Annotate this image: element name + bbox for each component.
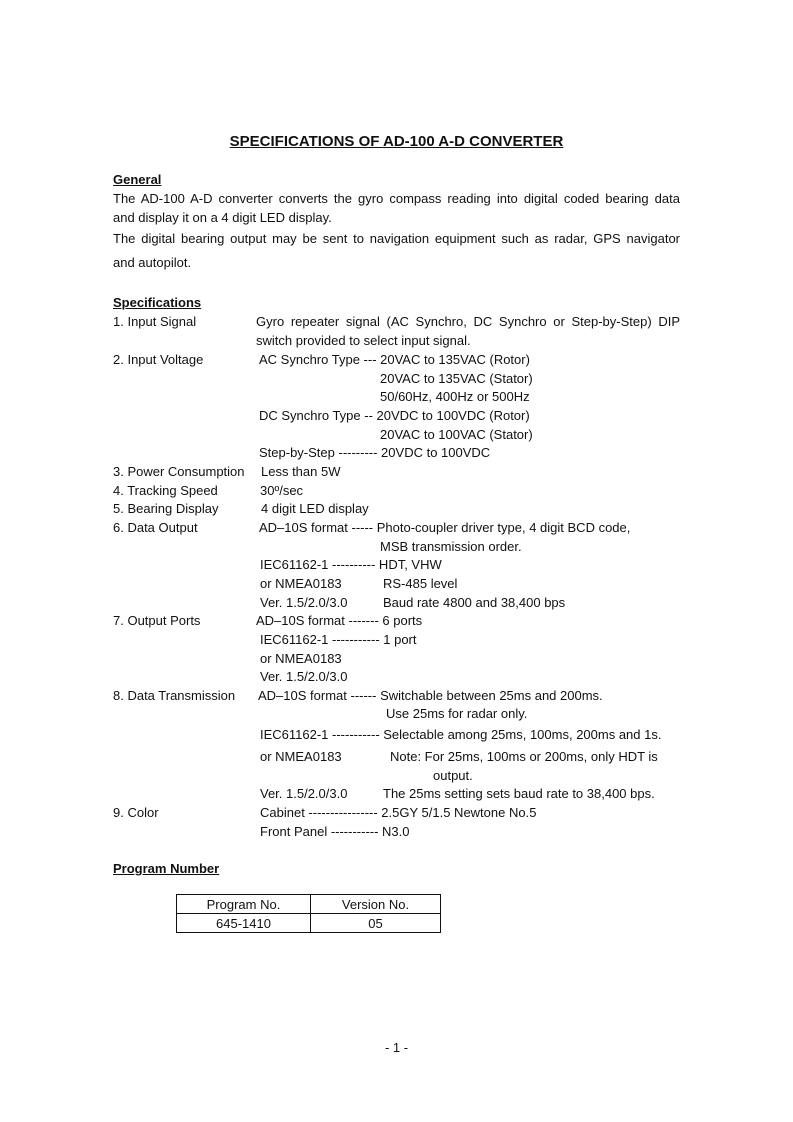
input-voltage-label: 2. Input Voltage [113, 352, 204, 367]
data-output-ad10s-cont: MSB transmission order. [380, 539, 522, 554]
data-output-baud: Baud rate 4800 and 38,400 bps [383, 595, 566, 610]
output-ports-iec: IEC61162-1 ----------- 1 port [260, 632, 417, 647]
program-number-heading: Program Number [113, 861, 220, 876]
power-consumption-value: Less than 5W [261, 464, 341, 479]
dc-synchro-rotor: DC Synchro Type -- 20VDC to 100VDC (Rotor) [259, 408, 530, 423]
color-label: 9. Color [113, 805, 159, 820]
program-table-header-row [177, 895, 441, 914]
data-transmission-note: Note: For 25ms, 100ms or 200ms, only HDT is [390, 749, 658, 764]
data-output-ad10s: AD–10S format ----- Photo-coupler driver type, 4 digit BCD code, [259, 520, 631, 535]
ac-synchro-rotor: AC Synchro Type --- 20VAC to 135VAC (Rotor) [259, 352, 530, 367]
program-no-header: Program No. [177, 895, 311, 914]
ac-synchro-frequency: 50/60Hz, 400Hz or 500Hz [380, 389, 530, 404]
specifications-heading: Specifications [113, 295, 202, 310]
input-signal-label: 1. Input Signal [113, 314, 197, 329]
page-number: - 1 - [384, 1040, 409, 1055]
program-table [176, 894, 441, 933]
bearing-display-label: 5. Bearing Display [113, 501, 219, 516]
data-transmission-baud-note: The 25ms setting sets baud rate to 38,400 bps. [383, 786, 655, 801]
general-heading: General [113, 172, 162, 187]
output-ports-nmea: or NMEA0183 [260, 651, 342, 666]
data-transmission-note-cont: output. [433, 768, 473, 783]
data-transmission-nmea: or NMEA0183 [260, 749, 342, 764]
data-output-iec: IEC61162-1 ---------- HDT, VHW [260, 557, 442, 572]
data-transmission-label: 8. Data Transmission [113, 688, 236, 703]
output-ports-label: 7. Output Ports [113, 613, 201, 628]
tracking-speed-value: 30º/sec [260, 483, 304, 498]
step-by-step-voltage: Step-by-Step --------- 20VDC to 100VDC [259, 445, 491, 460]
output-ports-version: Ver. 1.5/2.0/3.0 [260, 669, 348, 684]
bearing-display-value: 4 digit LED display [261, 501, 369, 516]
color-front-panel: Front Panel ----------- N3.0 [260, 824, 410, 839]
color-cabinet: Cabinet ---------------- 2.5GY 5/1.5 Newtone No.5 [260, 805, 537, 820]
output-ports-ad10s: AD–10S format ------- 6 ports [256, 613, 423, 628]
data-output-nmea: or NMEA0183 [260, 576, 342, 591]
data-output-label: 6. Data Output [113, 520, 198, 535]
version-no-value: 05 [311, 914, 441, 933]
table-row [177, 914, 441, 933]
data-output-nmea-value: RS-485 level [383, 576, 458, 591]
input-signal-line-2: switch provided to select input signal. [256, 333, 471, 348]
general-line-1: The AD-100 A-D converter converts the gyro compass reading into digital coded bearing data [113, 191, 680, 206]
page-title: SPECIFICATIONS OF AD-100 A-D CONVERTER [229, 133, 564, 150]
data-transmission-iec: IEC61162-1 ----------- Selectable among 25ms, 100ms, 200ms and 1s. [260, 727, 662, 742]
power-consumption-label: 3. Power Consumption [113, 464, 245, 479]
general-line-2: and display it on a 4 digit LED display. [113, 210, 332, 225]
general-line-4: and autopilot. [113, 255, 192, 270]
data-transmission-ad10s: AD–10S format ------ Switchable between 25ms and 200ms. [258, 688, 603, 703]
tracking-speed-label: 4. Tracking Speed [113, 483, 218, 498]
data-output-version: Ver. 1.5/2.0/3.0 [260, 595, 348, 610]
data-transmission-version: Ver. 1.5/2.0/3.0 [260, 786, 348, 801]
version-no-header: Version No. [311, 895, 441, 914]
program-no-value: 645-1410 [177, 914, 311, 933]
dc-synchro-stator: 20VAC to 100VAC (Stator) [380, 427, 533, 442]
data-transmission-ad10s-cont: Use 25ms for radar only. [386, 706, 528, 721]
general-line-3: The digital bearing output may be sent to navigation equipment such as radar, GPS navigator [113, 231, 680, 246]
ac-synchro-stator: 20VAC to 135VAC (Stator) [380, 371, 533, 386]
input-signal-line-1: Gyro repeater signal (AC Synchro, DC Synchro or Step-by-Step) DIP [256, 314, 680, 329]
